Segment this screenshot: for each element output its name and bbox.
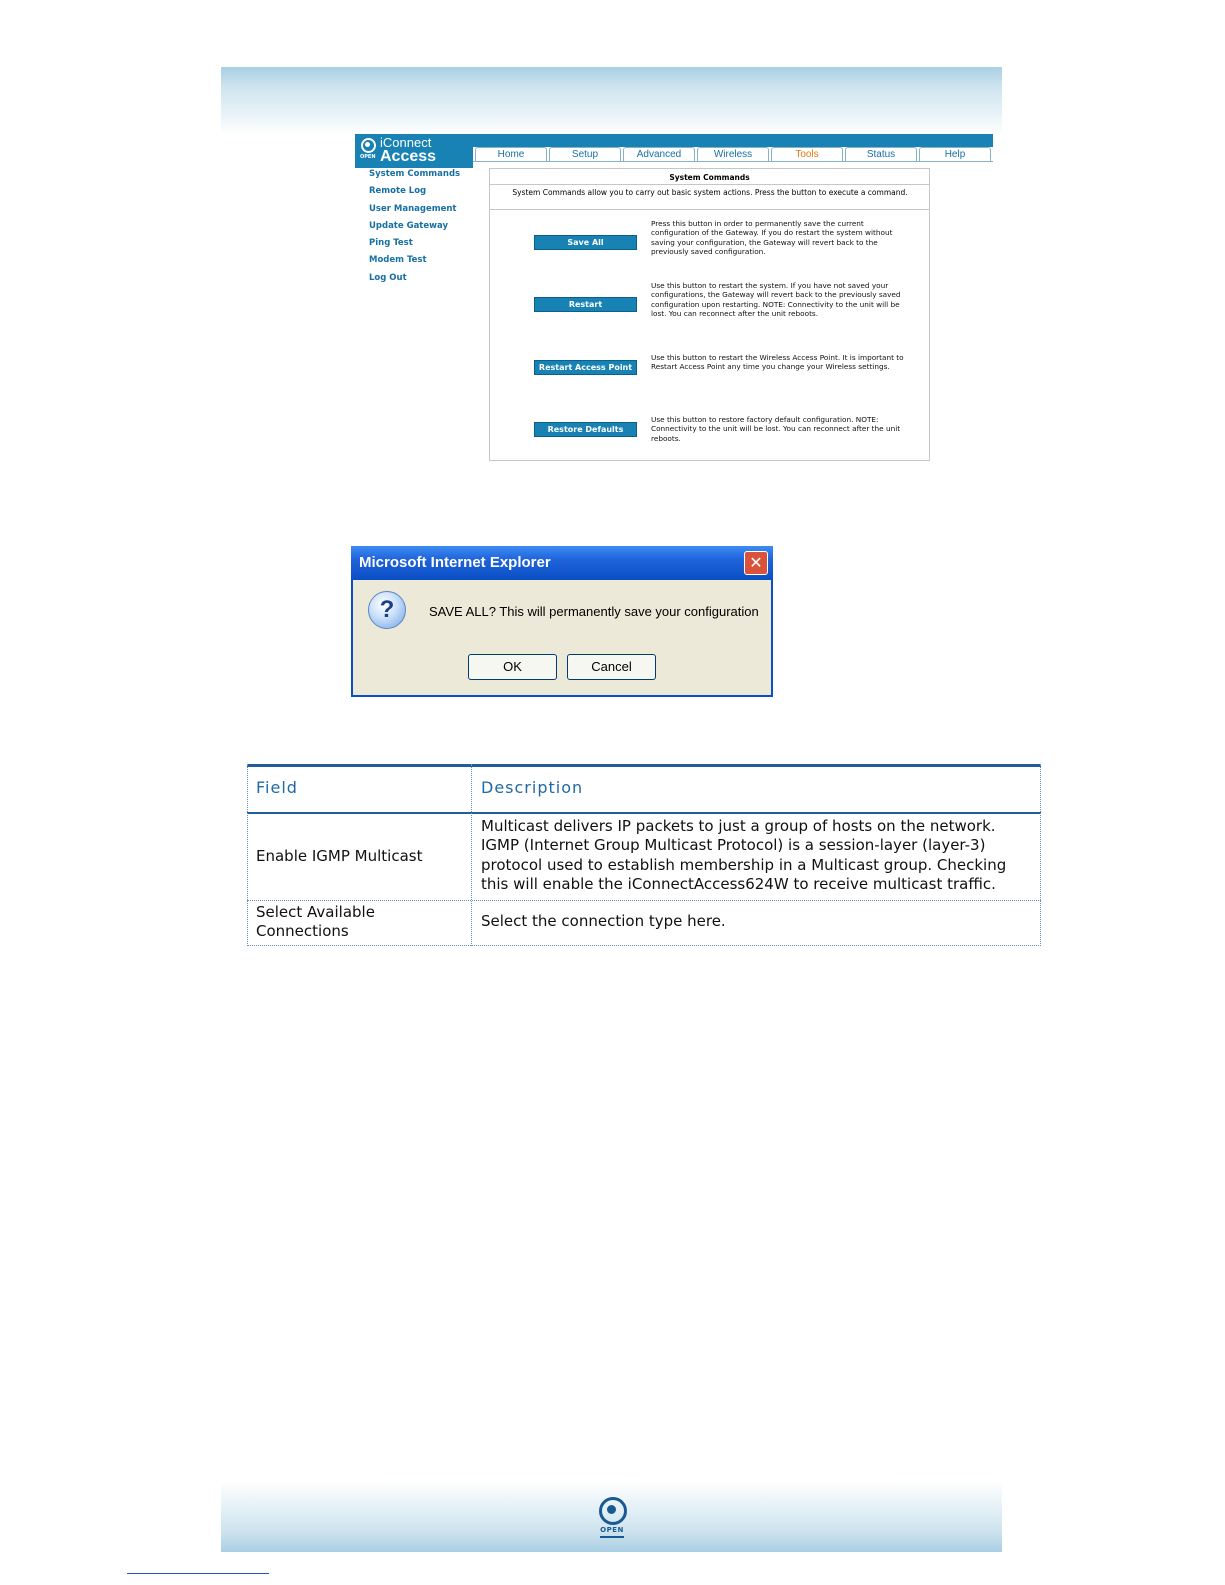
- restart-access-point-button[interactable]: Restart Access Point: [534, 360, 637, 375]
- panel-intro: System Commands allow you to carry out basic system actions. Press the button to execute a command.: [512, 188, 908, 197]
- logo-brand: OPEN: [360, 154, 376, 160]
- menu-item-user-management[interactable]: User Management: [369, 203, 457, 214]
- tab-status[interactable]: Status: [845, 147, 917, 161]
- dialog-title: Microsoft Internet Explorer: [359, 554, 551, 571]
- dialog-titlebar: [351, 546, 773, 580]
- menu-item-ping-test[interactable]: Ping Test: [369, 238, 413, 249]
- confirm-dialog: [351, 546, 773, 697]
- header-field: Field: [256, 778, 298, 797]
- tab-setup[interactable]: Setup: [549, 147, 621, 161]
- iconnect-access-logo: [355, 134, 473, 168]
- page-header-band: [221, 67, 1002, 135]
- ok-button[interactable]: OK: [468, 654, 557, 680]
- menu-item-system-commands[interactable]: System Commands: [369, 169, 461, 179]
- restore-defaults-description: Use this button to restore factory default configuration. NOTE: Connectivity to the unit will be lost. You can reconnect after the unit reboots.: [651, 415, 901, 443]
- header-description: Description: [481, 778, 584, 797]
- tab-home[interactable]: Home: [475, 147, 547, 161]
- row-field: Enable IGMP Multicast: [256, 847, 423, 865]
- footer-logo-text: OPEN: [600, 1526, 624, 1534]
- footer-link-line: [127, 1573, 269, 1574]
- tab-tools[interactable]: Tools: [771, 147, 843, 161]
- tab-advanced[interactable]: Advanced: [623, 147, 695, 161]
- logo-line2: Access: [380, 148, 437, 165]
- question-icon: ?: [368, 591, 406, 629]
- save-all-button[interactable]: Save All: [534, 235, 637, 250]
- row-description: Select the connection type here.: [481, 912, 726, 930]
- restart-button[interactable]: Restart: [534, 297, 637, 312]
- side-menu: [369, 169, 460, 290]
- field-description-table: [247, 764, 1041, 946]
- cancel-button[interactable]: Cancel: [567, 654, 656, 680]
- menu-item-modem-test[interactable]: Modem Test: [369, 255, 427, 266]
- menu-item-update-gateway[interactable]: Update Gateway: [369, 220, 449, 231]
- row-description: Multicast delivers IP packets to just a group of hosts on the network. IGMP (Internet Group Multicast Protocol) is a session-layer (layer-3) protocol used to establish membership in a Multicast group. Checking this will enable the iConnectAccess624W to receive multicast traffic.: [481, 817, 1007, 893]
- tab-help[interactable]: Help: [919, 147, 991, 161]
- dialog-message: SAVE ALL? This will permanently save your configuration: [429, 604, 759, 619]
- row-field: Select Available Connections: [256, 903, 375, 941]
- menu-item-log-out[interactable]: Log Out: [369, 272, 407, 283]
- close-icon[interactable]: ✕: [744, 551, 768, 575]
- main-tabs: [473, 147, 993, 161]
- panel-title: System Commands: [669, 173, 750, 182]
- restart-description: Use this button to restart the system. If you have not saved your configurations, the Gateway will revert back to the previously saved configuration upon restarting. NOTE: Connectivity to the unit will be lost. You can reconnect after the unit reboots.: [651, 281, 901, 319]
- router-ui-screenshot: [355, 134, 995, 469]
- restart-access-point-description: Use this button to restart the Wireless Access Point. It is important to Restart Access Point any time you change your Wireless settings.: [651, 353, 904, 372]
- save-all-description: Press this button in order to permanently save the current configuration of the Gateway. If you do restart the system without saving your configuration, the Gateway will revert back to the previously saved configuration.: [651, 219, 893, 257]
- system-commands-panel: [489, 168, 930, 461]
- restore-defaults-button[interactable]: Restore Defaults: [534, 422, 637, 437]
- logo-line1: iConnect: [380, 135, 432, 150]
- open-logo: [595, 1497, 629, 1541]
- nav-strip: [473, 134, 993, 147]
- menu-item-remote-log[interactable]: Remote Log: [369, 186, 427, 197]
- tab-wireless[interactable]: Wireless: [697, 147, 769, 161]
